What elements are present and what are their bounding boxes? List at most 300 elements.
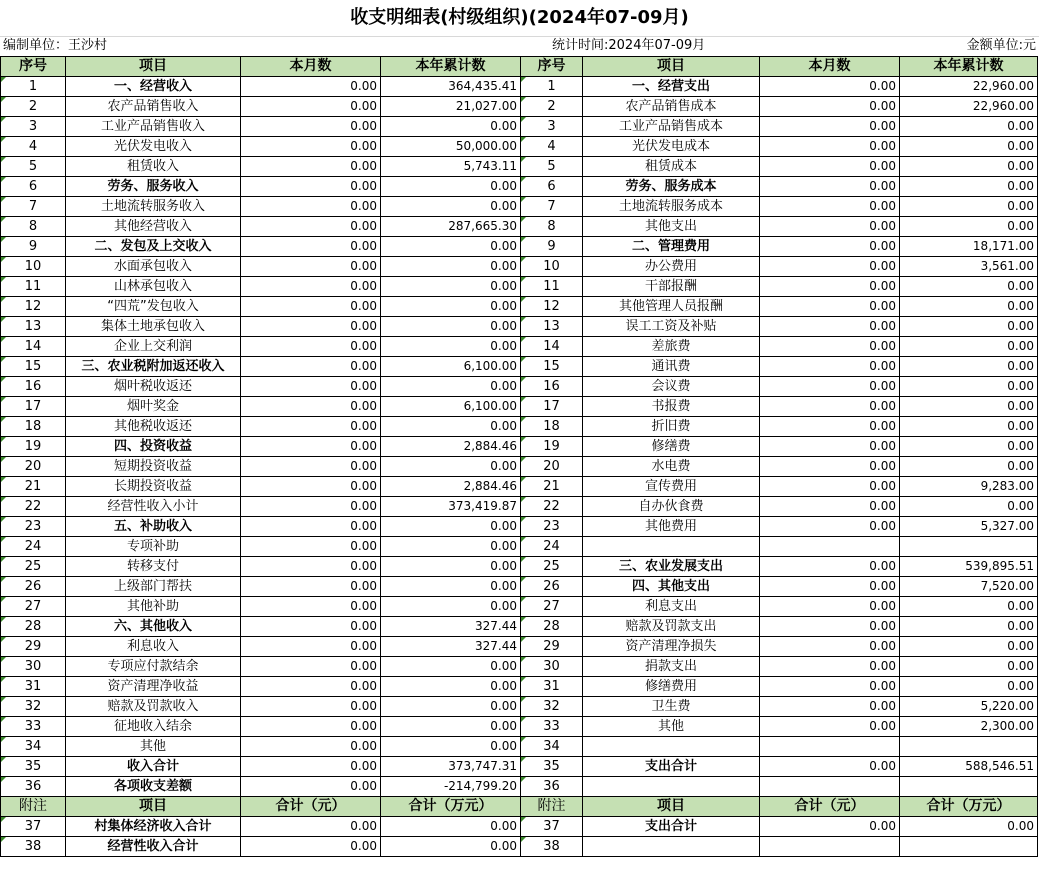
expense-seq[interactable]: 1 <box>521 77 583 97</box>
expense-seq[interactable]: 35 <box>521 757 583 777</box>
income-ytd[interactable]: 2,884.46 <box>381 477 521 497</box>
income-seq[interactable]: 20 <box>1 457 66 477</box>
expense-ytd[interactable]: 9,283.00 <box>900 477 1038 497</box>
expense-month[interactable]: 0.00 <box>760 77 900 97</box>
income-item[interactable]: 二、发包及上交收入 <box>66 237 241 257</box>
expense-ytd[interactable]: 0.00 <box>900 657 1038 677</box>
income-ytd[interactable]: 0.00 <box>381 697 521 717</box>
expense-seq[interactable]: 5 <box>521 157 583 177</box>
expense-item[interactable]: 利息支出 <box>583 597 760 617</box>
income-month[interactable]: 0.00 <box>241 157 381 177</box>
income-month[interactable]: 0.00 <box>241 237 381 257</box>
expense-item[interactable]: 赔款及罚款支出 <box>583 617 760 637</box>
income-seq[interactable]: 11 <box>1 277 66 297</box>
income-ytd[interactable]: 5,743.11 <box>381 157 521 177</box>
expense-ytd[interactable]: 3,561.00 <box>900 257 1038 277</box>
income-item[interactable]: 利息收入 <box>66 637 241 657</box>
income-ytd[interactable]: 0.00 <box>381 537 521 557</box>
expense-seq[interactable]: 31 <box>521 677 583 697</box>
expense-seq[interactable]: 26 <box>521 577 583 597</box>
income-ytd[interactable]: 0.00 <box>381 377 521 397</box>
income-item[interactable]: 其他 <box>66 737 241 757</box>
expense-seq[interactable]: 3 <box>521 117 583 137</box>
income-seq[interactable]: 22 <box>1 497 66 517</box>
expense-month[interactable]: 0.00 <box>760 417 900 437</box>
expense-ytd[interactable]: 22,960.00 <box>900 97 1038 117</box>
income-item[interactable]: 收入合计 <box>66 757 241 777</box>
income-item[interactable]: 其他补助 <box>66 597 241 617</box>
expense-month[interactable]: 0.00 <box>760 497 900 517</box>
income-month[interactable]: 0.00 <box>241 777 381 797</box>
income-month[interactable]: 0.00 <box>241 177 381 197</box>
income-ytd[interactable]: 327.44 <box>381 637 521 657</box>
note-yuan[interactable]: 0.00 <box>241 837 381 857</box>
expense-month[interactable] <box>760 537 900 557</box>
income-month[interactable]: 0.00 <box>241 637 381 657</box>
expense-ytd[interactable]: 0.00 <box>900 337 1038 357</box>
income-month[interactable]: 0.00 <box>241 137 381 157</box>
expense-ytd[interactable]: 0.00 <box>900 217 1038 237</box>
expense-item[interactable]: 会议费 <box>583 377 760 397</box>
income-seq[interactable]: 1 <box>1 77 66 97</box>
income-month[interactable]: 0.00 <box>241 257 381 277</box>
expense-month[interactable]: 0.00 <box>760 257 900 277</box>
expense-month[interactable]: 0.00 <box>760 677 900 697</box>
income-month[interactable]: 0.00 <box>241 697 381 717</box>
income-seq[interactable]: 33 <box>1 717 66 737</box>
income-item[interactable]: 集体土地承包收入 <box>66 317 241 337</box>
income-seq[interactable]: 34 <box>1 737 66 757</box>
expense-item[interactable]: 通讯费 <box>583 357 760 377</box>
income-month[interactable]: 0.00 <box>241 617 381 637</box>
income-item[interactable]: 长期投资收益 <box>66 477 241 497</box>
income-seq[interactable]: 31 <box>1 677 66 697</box>
income-item[interactable]: 四、投资收益 <box>66 437 241 457</box>
income-ytd[interactable]: 0.00 <box>381 677 521 697</box>
expense-seq[interactable]: 7 <box>521 197 583 217</box>
note-item[interactable] <box>583 837 760 857</box>
note-wan[interactable]: 0.00 <box>381 817 521 837</box>
expense-seq[interactable]: 9 <box>521 237 583 257</box>
income-seq[interactable]: 9 <box>1 237 66 257</box>
income-ytd[interactable]: 50,000.00 <box>381 137 521 157</box>
expense-month[interactable]: 0.00 <box>760 117 900 137</box>
income-month[interactable]: 0.00 <box>241 337 381 357</box>
income-ytd[interactable]: 2,884.46 <box>381 437 521 457</box>
expense-seq[interactable]: 2 <box>521 97 583 117</box>
income-item[interactable]: 山林承包收入 <box>66 277 241 297</box>
expense-item[interactable]: 卫生费 <box>583 697 760 717</box>
expense-ytd[interactable]: 0.00 <box>900 417 1038 437</box>
note-seq[interactable]: 37 <box>1 817 66 837</box>
expense-month[interactable]: 0.00 <box>760 97 900 117</box>
income-month[interactable]: 0.00 <box>241 197 381 217</box>
income-ytd[interactable]: 21,027.00 <box>381 97 521 117</box>
income-seq[interactable]: 27 <box>1 597 66 617</box>
income-seq[interactable]: 5 <box>1 157 66 177</box>
expense-seq[interactable]: 11 <box>521 277 583 297</box>
income-ytd[interactable]: 0.00 <box>381 457 521 477</box>
expense-seq[interactable]: 4 <box>521 137 583 157</box>
expense-seq[interactable]: 15 <box>521 357 583 377</box>
expense-month[interactable]: 0.00 <box>760 337 900 357</box>
income-ytd[interactable]: 0.00 <box>381 197 521 217</box>
note-yuan[interactable]: 0.00 <box>241 817 381 837</box>
expense-ytd[interactable] <box>900 777 1038 797</box>
expense-ytd[interactable]: 0.00 <box>900 277 1038 297</box>
expense-seq[interactable]: 21 <box>521 477 583 497</box>
expense-seq[interactable]: 14 <box>521 337 583 357</box>
income-seq[interactable]: 18 <box>1 417 66 437</box>
expense-item[interactable]: 自办伙食费 <box>583 497 760 517</box>
expense-item[interactable] <box>583 737 760 757</box>
income-seq[interactable]: 4 <box>1 137 66 157</box>
income-month[interactable]: 0.00 <box>241 277 381 297</box>
expense-ytd[interactable]: 0.00 <box>900 177 1038 197</box>
income-ytd[interactable]: 373,747.31 <box>381 757 521 777</box>
income-month[interactable]: 0.00 <box>241 517 381 537</box>
expense-item[interactable]: 一、经营支出 <box>583 77 760 97</box>
expense-month[interactable] <box>760 737 900 757</box>
income-item[interactable]: 三、农业税附加返还收入 <box>66 357 241 377</box>
expense-month[interactable]: 0.00 <box>760 157 900 177</box>
income-item[interactable]: 工业产品销售收入 <box>66 117 241 137</box>
expense-seq[interactable]: 20 <box>521 457 583 477</box>
expense-month[interactable]: 0.00 <box>760 597 900 617</box>
expense-month[interactable]: 0.00 <box>760 557 900 577</box>
expense-item[interactable]: 资产清理净损失 <box>583 637 760 657</box>
income-item[interactable]: 赔款及罚款收入 <box>66 697 241 717</box>
expense-month[interactable]: 0.00 <box>760 437 900 457</box>
expense-item[interactable]: 其他支出 <box>583 217 760 237</box>
income-seq[interactable]: 15 <box>1 357 66 377</box>
expense-item[interactable]: 差旅费 <box>583 337 760 357</box>
note-item[interactable]: 支出合计 <box>583 817 760 837</box>
income-seq[interactable]: 7 <box>1 197 66 217</box>
income-item[interactable]: 专项应付款结余 <box>66 657 241 677</box>
expense-ytd[interactable]: 588,546.51 <box>900 757 1038 777</box>
expense-item[interactable]: 办公费用 <box>583 257 760 277</box>
expense-item[interactable]: 工业产品销售成本 <box>583 117 760 137</box>
expense-seq[interactable]: 33 <box>521 717 583 737</box>
expense-item[interactable]: 干部报酬 <box>583 277 760 297</box>
expense-item[interactable]: 支出合计 <box>583 757 760 777</box>
income-ytd[interactable]: -214,799.20 <box>381 777 521 797</box>
expense-seq[interactable]: 12 <box>521 297 583 317</box>
income-seq[interactable]: 29 <box>1 637 66 657</box>
expense-item[interactable]: 捐款支出 <box>583 657 760 677</box>
expense-item[interactable]: 租赁成本 <box>583 157 760 177</box>
income-seq[interactable]: 10 <box>1 257 66 277</box>
income-month[interactable]: 0.00 <box>241 717 381 737</box>
note-seq[interactable]: 38 <box>1 837 66 857</box>
expense-seq[interactable]: 16 <box>521 377 583 397</box>
expense-item[interactable]: 其他管理人员报酬 <box>583 297 760 317</box>
income-month[interactable]: 0.00 <box>241 497 381 517</box>
expense-ytd[interactable]: 5,220.00 <box>900 697 1038 717</box>
income-item[interactable]: 其他经营收入 <box>66 217 241 237</box>
expense-ytd[interactable]: 0.00 <box>900 297 1038 317</box>
income-month[interactable]: 0.00 <box>241 357 381 377</box>
expense-item[interactable]: 修缮费 <box>583 437 760 457</box>
income-ytd[interactable]: 0.00 <box>381 117 521 137</box>
expense-item[interactable]: 三、农业发展支出 <box>583 557 760 577</box>
income-item[interactable]: 烟叶税收返还 <box>66 377 241 397</box>
expense-month[interactable]: 0.00 <box>760 717 900 737</box>
income-item[interactable]: “四荒”发包收入 <box>66 297 241 317</box>
expense-ytd[interactable] <box>900 737 1038 757</box>
expense-item[interactable] <box>583 777 760 797</box>
expense-item[interactable]: 修缮费用 <box>583 677 760 697</box>
income-ytd[interactable]: 0.00 <box>381 577 521 597</box>
income-month[interactable]: 0.00 <box>241 437 381 457</box>
expense-month[interactable]: 0.00 <box>760 317 900 337</box>
income-month[interactable]: 0.00 <box>241 77 381 97</box>
income-item[interactable]: 企业上交利润 <box>66 337 241 357</box>
expense-seq[interactable]: 8 <box>521 217 583 237</box>
expense-month[interactable] <box>760 777 900 797</box>
expense-month[interactable]: 0.00 <box>760 197 900 217</box>
expense-month[interactable]: 0.00 <box>760 617 900 637</box>
income-ytd[interactable]: 6,100.00 <box>381 357 521 377</box>
income-item[interactable]: 一、经营收入 <box>66 77 241 97</box>
note-seq[interactable]: 38 <box>521 837 583 857</box>
expense-ytd[interactable]: 539,895.51 <box>900 557 1038 577</box>
income-month[interactable]: 0.00 <box>241 657 381 677</box>
income-ytd[interactable]: 373,419.87 <box>381 497 521 517</box>
income-item[interactable]: 上级部门帮扶 <box>66 577 241 597</box>
income-seq[interactable]: 17 <box>1 397 66 417</box>
expense-ytd[interactable]: 0.00 <box>900 617 1038 637</box>
expense-month[interactable]: 0.00 <box>760 177 900 197</box>
expense-ytd[interactable]: 0.00 <box>900 677 1038 697</box>
note-seq[interactable]: 37 <box>521 817 583 837</box>
income-month[interactable]: 0.00 <box>241 217 381 237</box>
expense-ytd[interactable]: 0.00 <box>900 157 1038 177</box>
expense-ytd[interactable]: 0.00 <box>900 597 1038 617</box>
income-seq[interactable]: 19 <box>1 437 66 457</box>
income-month[interactable]: 0.00 <box>241 757 381 777</box>
income-month[interactable]: 0.00 <box>241 117 381 137</box>
note-item[interactable]: 村集体经济收入合计 <box>66 817 241 837</box>
expense-month[interactable]: 0.00 <box>760 657 900 677</box>
expense-item[interactable]: 宣传费用 <box>583 477 760 497</box>
income-seq[interactable]: 14 <box>1 337 66 357</box>
expense-month[interactable]: 0.00 <box>760 217 900 237</box>
expense-ytd[interactable]: 0.00 <box>900 457 1038 477</box>
income-item[interactable]: 农产品销售收入 <box>66 97 241 117</box>
expense-seq[interactable]: 18 <box>521 417 583 437</box>
expense-seq[interactable]: 34 <box>521 737 583 757</box>
expense-month[interactable]: 0.00 <box>760 637 900 657</box>
income-month[interactable]: 0.00 <box>241 417 381 437</box>
expense-month[interactable]: 0.00 <box>760 477 900 497</box>
income-ytd[interactable]: 0.00 <box>381 257 521 277</box>
expense-ytd[interactable] <box>900 537 1038 557</box>
expense-item[interactable]: 光伏发电成本 <box>583 137 760 157</box>
expense-seq[interactable]: 30 <box>521 657 583 677</box>
income-ytd[interactable]: 0.00 <box>381 597 521 617</box>
income-month[interactable]: 0.00 <box>241 97 381 117</box>
income-item[interactable]: 烟叶奖金 <box>66 397 241 417</box>
note-yuan[interactable] <box>760 837 900 857</box>
income-month[interactable]: 0.00 <box>241 557 381 577</box>
income-month[interactable]: 0.00 <box>241 397 381 417</box>
expense-seq[interactable]: 29 <box>521 637 583 657</box>
income-ytd[interactable]: 0.00 <box>381 297 521 317</box>
income-item[interactable]: 水面承包收入 <box>66 257 241 277</box>
expense-month[interactable]: 0.00 <box>760 577 900 597</box>
expense-item[interactable]: 书报费 <box>583 397 760 417</box>
expense-ytd[interactable]: 18,171.00 <box>900 237 1038 257</box>
expense-seq[interactable]: 36 <box>521 777 583 797</box>
income-seq[interactable]: 2 <box>1 97 66 117</box>
income-seq[interactable]: 26 <box>1 577 66 597</box>
income-ytd[interactable]: 0.00 <box>381 737 521 757</box>
expense-ytd[interactable]: 0.00 <box>900 137 1038 157</box>
expense-item[interactable]: 水电费 <box>583 457 760 477</box>
income-ytd[interactable]: 0.00 <box>381 417 521 437</box>
expense-seq[interactable]: 28 <box>521 617 583 637</box>
income-seq[interactable]: 24 <box>1 537 66 557</box>
income-seq[interactable]: 30 <box>1 657 66 677</box>
income-ytd[interactable]: 0.00 <box>381 317 521 337</box>
income-month[interactable]: 0.00 <box>241 377 381 397</box>
expense-item[interactable]: 劳务、服务成本 <box>583 177 760 197</box>
income-month[interactable]: 0.00 <box>241 677 381 697</box>
income-ytd[interactable]: 327.44 <box>381 617 521 637</box>
expense-ytd[interactable]: 0.00 <box>900 357 1038 377</box>
income-ytd[interactable]: 0.00 <box>381 717 521 737</box>
income-item[interactable]: 经营性收入小计 <box>66 497 241 517</box>
income-month[interactable]: 0.00 <box>241 477 381 497</box>
income-seq[interactable]: 12 <box>1 297 66 317</box>
expense-ytd[interactable]: 0.00 <box>900 117 1038 137</box>
income-item[interactable]: 劳务、服务收入 <box>66 177 241 197</box>
expense-month[interactable]: 0.00 <box>760 297 900 317</box>
expense-month[interactable]: 0.00 <box>760 357 900 377</box>
income-seq[interactable]: 6 <box>1 177 66 197</box>
expense-item[interactable]: 农产品销售成本 <box>583 97 760 117</box>
expense-seq[interactable]: 17 <box>521 397 583 417</box>
expense-month[interactable]: 0.00 <box>760 277 900 297</box>
note-wan[interactable]: 0.00 <box>381 837 521 857</box>
income-ytd[interactable]: 6,100.00 <box>381 397 521 417</box>
expense-ytd[interactable]: 0.00 <box>900 197 1038 217</box>
expense-item[interactable]: 其他费用 <box>583 517 760 537</box>
expense-ytd[interactable]: 0.00 <box>900 437 1038 457</box>
expense-item[interactable]: 其他 <box>583 717 760 737</box>
income-item[interactable]: 五、补助收入 <box>66 517 241 537</box>
expense-month[interactable]: 0.00 <box>760 397 900 417</box>
expense-seq[interactable]: 27 <box>521 597 583 617</box>
note-yuan[interactable]: 0.00 <box>760 817 900 837</box>
expense-month[interactable]: 0.00 <box>760 137 900 157</box>
income-item[interactable]: 六、其他收入 <box>66 617 241 637</box>
income-ytd[interactable]: 0.00 <box>381 657 521 677</box>
income-month[interactable]: 0.00 <box>241 737 381 757</box>
expense-seq[interactable]: 23 <box>521 517 583 537</box>
income-ytd[interactable]: 0.00 <box>381 337 521 357</box>
expense-seq[interactable]: 19 <box>521 437 583 457</box>
income-seq[interactable]: 23 <box>1 517 66 537</box>
expense-ytd[interactable]: 7,520.00 <box>900 577 1038 597</box>
note-wan[interactable] <box>900 837 1038 857</box>
income-seq[interactable]: 16 <box>1 377 66 397</box>
expense-item[interactable]: 二、管理费用 <box>583 237 760 257</box>
income-ytd[interactable]: 364,435.41 <box>381 77 521 97</box>
income-seq[interactable]: 25 <box>1 557 66 577</box>
income-item[interactable]: 其他税收返还 <box>66 417 241 437</box>
income-item[interactable]: 光伏发电收入 <box>66 137 241 157</box>
income-seq[interactable]: 32 <box>1 697 66 717</box>
expense-month[interactable]: 0.00 <box>760 517 900 537</box>
income-ytd[interactable]: 0.00 <box>381 517 521 537</box>
income-ytd[interactable]: 0.00 <box>381 557 521 577</box>
income-ytd[interactable]: 0.00 <box>381 277 521 297</box>
income-item[interactable]: 租赁收入 <box>66 157 241 177</box>
income-ytd[interactable]: 0.00 <box>381 177 521 197</box>
expense-month[interactable]: 0.00 <box>760 757 900 777</box>
expense-ytd[interactable]: 22,960.00 <box>900 77 1038 97</box>
expense-item[interactable]: 折旧费 <box>583 417 760 437</box>
income-seq[interactable]: 36 <box>1 777 66 797</box>
income-item[interactable]: 专项补助 <box>66 537 241 557</box>
expense-month[interactable]: 0.00 <box>760 697 900 717</box>
expense-item[interactable]: 土地流转服务成本 <box>583 197 760 217</box>
income-month[interactable]: 0.00 <box>241 597 381 617</box>
expense-seq[interactable]: 22 <box>521 497 583 517</box>
income-seq[interactable]: 28 <box>1 617 66 637</box>
income-month[interactable]: 0.00 <box>241 457 381 477</box>
expense-seq[interactable]: 6 <box>521 177 583 197</box>
expense-ytd[interactable]: 2,300.00 <box>900 717 1038 737</box>
expense-ytd[interactable]: 0.00 <box>900 497 1038 517</box>
expense-seq[interactable]: 10 <box>521 257 583 277</box>
note-wan[interactable]: 0.00 <box>900 817 1038 837</box>
expense-item[interactable] <box>583 537 760 557</box>
note-item[interactable]: 经营性收入合计 <box>66 837 241 857</box>
income-item[interactable]: 转移支付 <box>66 557 241 577</box>
income-seq[interactable]: 35 <box>1 757 66 777</box>
expense-item[interactable]: 四、其他支出 <box>583 577 760 597</box>
expense-month[interactable]: 0.00 <box>760 377 900 397</box>
income-month[interactable]: 0.00 <box>241 317 381 337</box>
income-item[interactable]: 资产清理净收益 <box>66 677 241 697</box>
income-ytd[interactable]: 0.00 <box>381 237 521 257</box>
expense-seq[interactable]: 32 <box>521 697 583 717</box>
income-ytd[interactable]: 287,665.30 <box>381 217 521 237</box>
expense-ytd[interactable]: 0.00 <box>900 637 1038 657</box>
income-seq[interactable]: 21 <box>1 477 66 497</box>
expense-seq[interactable]: 25 <box>521 557 583 577</box>
expense-seq[interactable]: 13 <box>521 317 583 337</box>
income-seq[interactable]: 8 <box>1 217 66 237</box>
income-item[interactable]: 土地流转服务收入 <box>66 197 241 217</box>
expense-seq[interactable]: 24 <box>521 537 583 557</box>
income-item[interactable]: 短期投资收益 <box>66 457 241 477</box>
expense-ytd[interactable]: 5,327.00 <box>900 517 1038 537</box>
expense-ytd[interactable]: 0.00 <box>900 377 1038 397</box>
expense-ytd[interactable]: 0.00 <box>900 397 1038 417</box>
expense-month[interactable]: 0.00 <box>760 237 900 257</box>
income-seq[interactable]: 13 <box>1 317 66 337</box>
income-item[interactable]: 征地收入结余 <box>66 717 241 737</box>
income-month[interactable]: 0.00 <box>241 297 381 317</box>
income-seq[interactable]: 3 <box>1 117 66 137</box>
expense-ytd[interactable]: 0.00 <box>900 317 1038 337</box>
income-item[interactable]: 各项收支差额 <box>66 777 241 797</box>
